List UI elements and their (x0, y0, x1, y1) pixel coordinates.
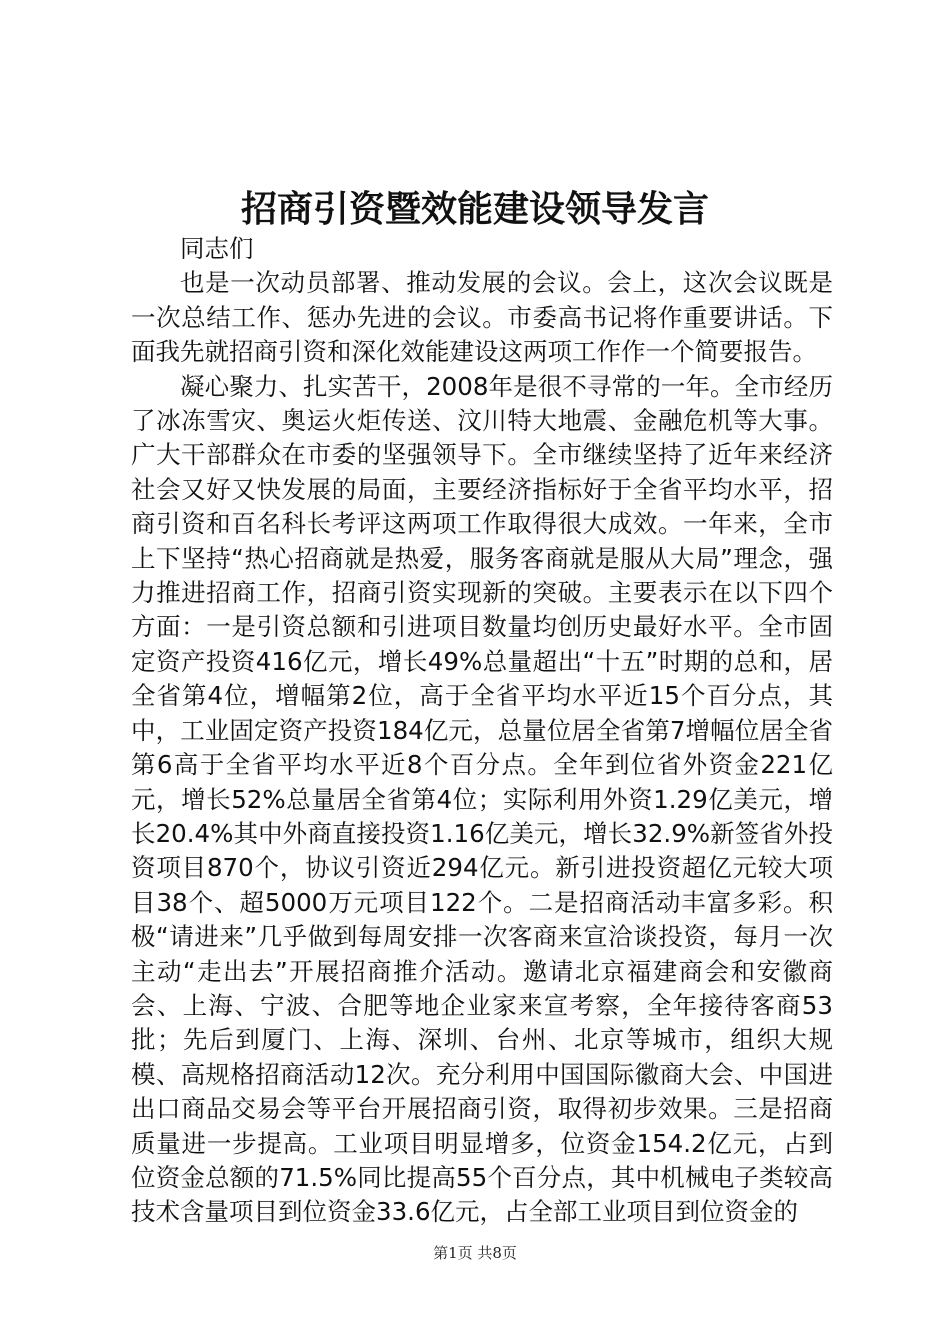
body-paragraph: 凝心聚力、扎实苦干，2008年是很不寻常的一年。全市经历了冰冻雪灾、奥运火炬传送、汶川特大地震、金融危机等大事。广大干部群众在市委的坚强领导下。全市继续坚持了近年来经济社会又好又快发展的局面，主要经济指标好于全省平均水平，招商引资和百名科长考评这两项工作取得很大成效。一年来，全市上下坚持“热心招商就是热爱，服务客商就是服从大局”理念，强力推进招商工作，招商引资实现新的突破。主要表示在以下四个方面：一是引资总额和引进项目数量均创历史最好水平。全市固定资产投资416亿元，增长49%总量超出“十五”时期的总和，居全省第4位，增幅第2位，高于全省平均水平近15个百分点，其中，工业固定资产投资184亿元，总量位居全省第7增幅位居全省第6高于全省平均水平近8个百分点。全年到位省外资金221亿元，增长52%总量居全省第4位；实际利用外资1.29亿美元，增长20.4%其中外商直接投资1.16亿美元，增长32.9%新签省外投资项目870个，协议引资近294亿元。新引进投资超亿元较大项目38个、超5000万元项目122个。二是招商活动丰富多彩。积极“请进来”几乎做到每周安排一次客商来宣洽谈投资，每月一次主动“走出去”开展招商推介活动。邀请北京福建商会和安徽商会、上海、宁波、合肥等地企业家来宣考察，全年接待客商53批；先后到厦门、上海、深圳、台州、北京等城市，组织大规模、高规格招商活动12次。充分利用中国国际徽商大会、中国进出口商品交易会等平台开展招商引资，取得初步效果。三是招商质量进一步提高。工业项目明显增多，位资金154.2亿元，占到位资金总额的71.5%同比提高55个百分点，其中机械电子类较高技术含量项目到位资金33.6亿元，占全部工业项目到位资金的 (131, 371, 833, 1227)
body-paragraph: 也是一次动员部署、推动发展的会议。会上，这次会议既是一次总结工作、惩办先进的会议。市委高书记将作重要讲话。下面我先就招商引资和深化效能建设这两项工作作一个简要报告。 (131, 268, 833, 367)
document-title: 招商引资暨效能建设领导发言 (240, 188, 709, 230)
page-number-footer: 第1页 共8页 (433, 1244, 517, 1262)
document-body (131, 232, 833, 1230)
salutation-paragraph: 同志们 (180, 234, 254, 263)
